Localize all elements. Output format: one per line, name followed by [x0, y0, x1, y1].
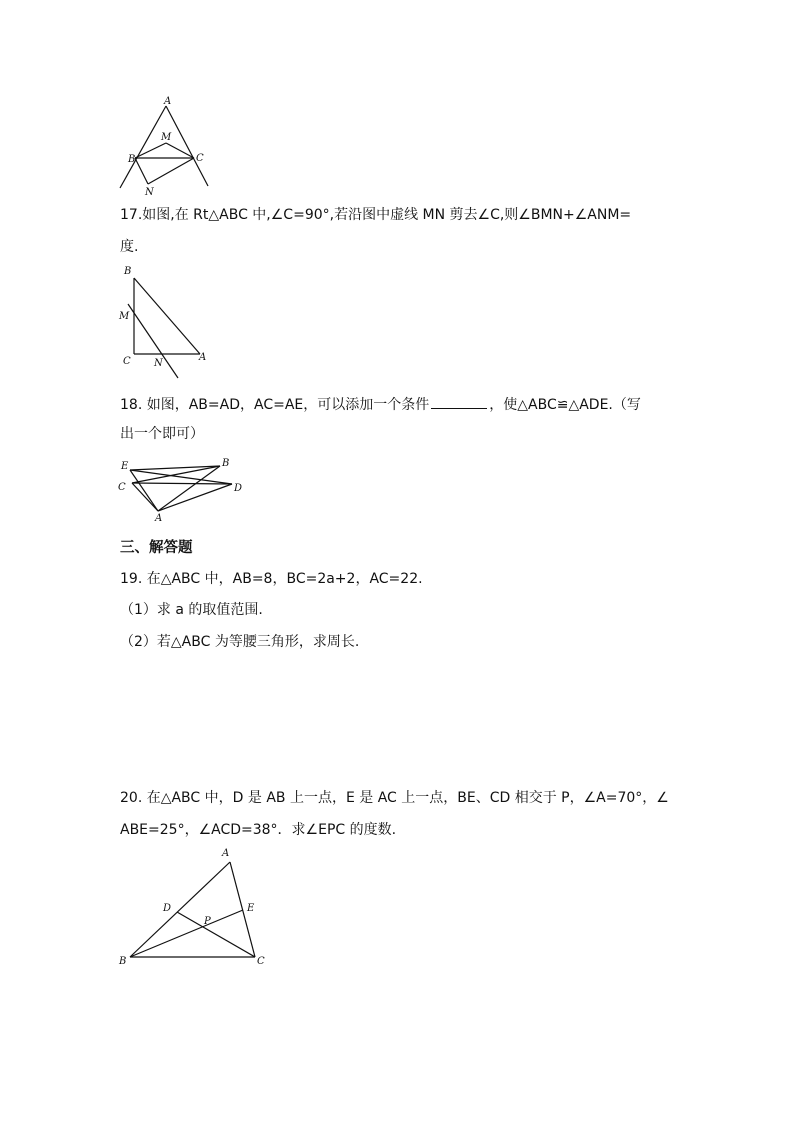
label-C: C — [123, 356, 131, 367]
label-A: A — [199, 352, 207, 363]
q19-part2: （2）若△ABC 为等腰三角形，求周长. — [120, 634, 360, 650]
q18-text-after: ，使△ABC≌△ADE.（写 — [489, 397, 641, 413]
q18-line1 — [120, 394, 641, 415]
label-C: C — [196, 153, 204, 164]
section-heading: 三、解答题 — [120, 540, 193, 556]
q17-line1: 17.如图,在 Rt△ABC 中,∠C=90°,若沿图中虚线 MN 剪去∠C,则∠BMN+∠ANM= — [120, 207, 632, 223]
label-C: C — [257, 956, 265, 967]
figure-q16-svg — [115, 92, 215, 198]
label-C: C — [118, 482, 126, 493]
label-M: M — [119, 311, 130, 322]
figure-q20 — [116, 842, 276, 972]
answer-blank — [431, 394, 487, 409]
q19-stem: 19. 在△ABC 中，AB=8，BC=2a+2，AC=22. — [120, 571, 423, 587]
label-N: N — [154, 358, 163, 369]
label-P: P — [204, 916, 211, 927]
label-B: B — [124, 266, 132, 277]
label-E: E — [247, 903, 255, 914]
label-B: B — [128, 154, 136, 165]
figure-q18-svg — [116, 452, 246, 526]
label-A: A — [164, 96, 172, 107]
figure-q16 — [115, 92, 215, 198]
figure-q17-svg — [115, 262, 215, 382]
label-E: E — [121, 461, 129, 472]
label-B: B — [119, 956, 127, 967]
q20-line1: 20. 在△ABC 中，D 是 AB 上一点，E 是 AC 上一点，BE、CD 相交于 P，∠A=70°，∠ — [120, 790, 669, 806]
figure-q20-svg — [116, 842, 276, 972]
label-A: A — [222, 848, 230, 859]
q19-part1: （1）求 a 的取值范围. — [120, 602, 263, 618]
q20-line2: ABE=25°，∠ACD=38°．求∠EPC 的度数. — [120, 822, 397, 838]
label-M: M — [161, 132, 172, 143]
label-N: N — [145, 187, 154, 198]
q18-line2: 出一个即可） — [120, 426, 204, 442]
label-B: B — [222, 458, 230, 469]
label-A: A — [155, 513, 163, 524]
figure-q18 — [116, 452, 246, 526]
label-D: D — [163, 903, 172, 914]
q18-text-before: 18. 如图，AB=AD，AC=AE，可以添加一个条件 — [120, 397, 430, 413]
q17-line2: 度. — [120, 239, 139, 255]
figure-q17 — [115, 262, 215, 382]
label-D: D — [234, 483, 243, 494]
